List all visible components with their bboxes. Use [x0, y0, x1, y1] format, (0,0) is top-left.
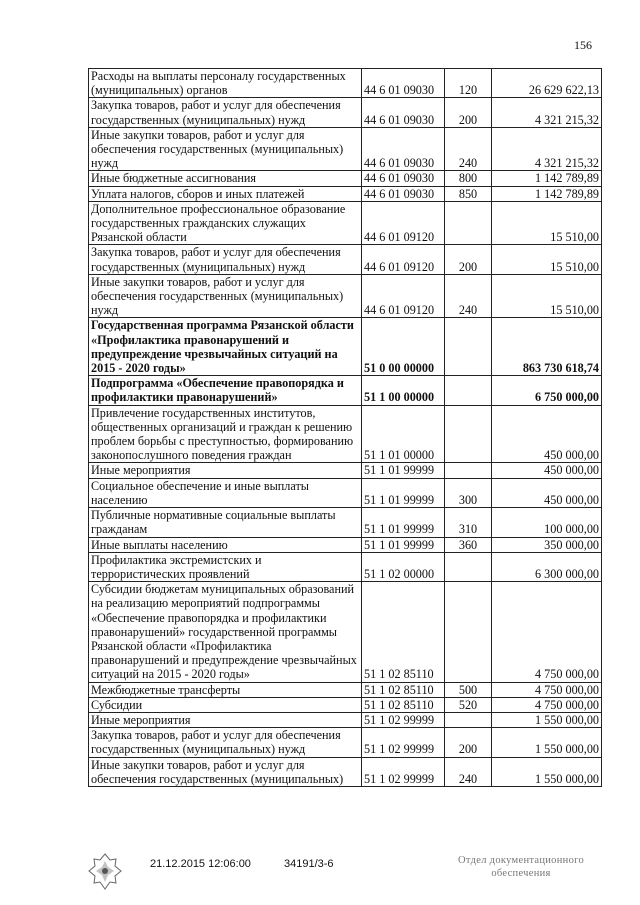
table-row	[89, 171, 602, 186]
table-row	[89, 318, 602, 376]
row-amount: 15 510,00	[492, 201, 602, 245]
row-amount: 450 000,00	[492, 463, 602, 478]
row-code: 51 1 01 99999	[362, 537, 445, 552]
row-type: 200	[445, 98, 492, 127]
row-code: 51 1 02 85110	[362, 682, 445, 697]
row-amount: 6 300 000,00	[492, 552, 602, 581]
row-name: Подпрограмма «Обеспечение правопорядка и профилактики правонарушений»	[89, 376, 362, 405]
row-amount: 450 000,00	[492, 405, 602, 463]
row-type: 200	[445, 245, 492, 274]
table-row	[89, 712, 602, 727]
table-row	[89, 274, 602, 318]
row-code: 51 1 02 99999	[362, 757, 445, 786]
budget-table	[88, 68, 602, 787]
row-type: 200	[445, 728, 492, 757]
table-row	[89, 69, 602, 98]
row-name: Субсидии	[89, 697, 362, 712]
row-type	[445, 201, 492, 245]
row-name: Социальное обеспечение и иные выплаты населению	[89, 478, 362, 507]
row-code: 51 1 02 85110	[362, 697, 445, 712]
row-amount: 350 000,00	[492, 537, 602, 552]
row-code: 44 6 01 09120	[362, 245, 445, 274]
row-type	[445, 376, 492, 405]
row-amount: 15 510,00	[492, 245, 602, 274]
row-type: 310	[445, 508, 492, 537]
table-row	[89, 508, 602, 537]
table-row	[89, 697, 602, 712]
table-row	[89, 552, 602, 581]
row-amount: 1 550 000,00	[492, 712, 602, 727]
row-name: Межбюджетные трансферты	[89, 682, 362, 697]
row-code: 44 6 01 09030	[362, 69, 445, 98]
row-amount: 6 750 000,00	[492, 376, 602, 405]
row-type	[445, 552, 492, 581]
row-code: 44 6 01 09030	[362, 127, 445, 171]
row-code: 51 1 01 99999	[362, 478, 445, 507]
table-row	[89, 98, 602, 127]
table-row	[89, 478, 602, 507]
row-name: Субсидии бюджетам муниципальных образований на реализацию мероприятий подпрограммы «Обеспечение правопорядка и профилактики правонарушений» государственной программы Рязанской области «Профилактика правонарушений и предупреждение чрезвычайных ситуаций на 2015 - 2020 годы»	[89, 582, 362, 682]
row-code: 51 1 02 99999	[362, 728, 445, 757]
table-row	[89, 463, 602, 478]
row-name: Иные закупки товаров, работ и услуг для обеспечения государственных (муниципальных)	[89, 757, 362, 786]
table-body	[89, 69, 602, 787]
coat-of-arms-icon	[86, 852, 124, 892]
row-amount: 26 629 622,13	[492, 69, 602, 98]
row-type: 120	[445, 69, 492, 98]
row-name: Закупка товаров, работ и услуг для обеспечения государственных (муниципальных) нужд	[89, 98, 362, 127]
row-amount: 4 321 215,32	[492, 98, 602, 127]
row-code: 51 1 02 99999	[362, 712, 445, 727]
row-name: Иные закупки товаров, работ и услуг для обеспечения государственных (муниципальных) нужд	[89, 274, 362, 318]
row-type	[445, 405, 492, 463]
row-code: 51 1 02 85110	[362, 582, 445, 682]
table-row	[89, 682, 602, 697]
row-name: Иные закупки товаров, работ и услуг для обеспечения государственных (муниципальных) нужд	[89, 127, 362, 171]
row-code: 51 0 00 00000	[362, 318, 445, 376]
table-row	[89, 582, 602, 682]
row-code: 51 1 01 99999	[362, 508, 445, 537]
table-row	[89, 376, 602, 405]
row-amount: 1 142 789,89	[492, 186, 602, 201]
row-amount: 15 510,00	[492, 274, 602, 318]
row-name: Закупка товаров, работ и услуг для обеспечения государственных (муниципальных) нужд	[89, 728, 362, 757]
row-name: Привлечение государственных институтов, общественных организаций и граждан к решению проблем борьбы с преступностью, формированию законопослушного поведения граждан	[89, 405, 362, 463]
table-row	[89, 757, 602, 786]
row-name: Профилактика экстремистских и террористических проявлений	[89, 552, 362, 581]
row-type: 850	[445, 186, 492, 201]
row-name: Иные бюджетные ассигнования	[89, 171, 362, 186]
row-type: 360	[445, 537, 492, 552]
row-type: 240	[445, 757, 492, 786]
stamp-line: обеспечения	[491, 868, 551, 879]
row-type	[445, 318, 492, 376]
row-name: Государственная программа Рязанской области «Профилактика правонарушений и предупреждение чрезвычайных ситуаций на 2015 - 2020 годы»	[89, 318, 362, 376]
table-row	[89, 127, 602, 171]
row-type: 240	[445, 274, 492, 318]
stamp-line: Отдел документационного	[457, 855, 585, 866]
row-code: 44 6 01 09030	[362, 171, 445, 186]
page-number: 156	[574, 38, 592, 52]
row-type	[445, 463, 492, 478]
row-amount: 4 750 000,00	[492, 682, 602, 697]
row-amount: 1 550 000,00	[492, 757, 602, 786]
row-name: Закупка товаров, работ и услуг для обеспечения государственных (муниципальных) нужд	[89, 245, 362, 274]
row-name: Расходы на выплаты персоналу государственных (муниципальных) органов	[89, 69, 362, 98]
row-code: 44 6 01 09120	[362, 274, 445, 318]
row-name: Иные мероприятия	[89, 712, 362, 727]
row-amount: 863 730 618,74	[492, 318, 602, 376]
row-type: 800	[445, 171, 492, 186]
table-row	[89, 186, 602, 201]
row-amount: 4 321 215,32	[492, 127, 602, 171]
row-amount: 1 142 789,89	[492, 171, 602, 186]
row-amount: 100 000,00	[492, 508, 602, 537]
row-type	[445, 582, 492, 682]
footer-date: 21.12.2015 12:06:00	[150, 858, 251, 870]
row-type: 300	[445, 478, 492, 507]
row-code: 51 1 01 99999	[362, 463, 445, 478]
row-code: 51 1 00 00000	[362, 376, 445, 405]
table-row	[89, 537, 602, 552]
table-row	[89, 728, 602, 757]
row-amount: 450 000,00	[492, 478, 602, 507]
row-code: 44 6 01 09030	[362, 98, 445, 127]
row-type: 500	[445, 682, 492, 697]
row-name: Иные выплаты населению	[89, 537, 362, 552]
department-stamp	[446, 854, 596, 880]
row-code: 44 6 01 09030	[362, 186, 445, 201]
row-amount: 4 750 000,00	[492, 697, 602, 712]
table-row	[89, 201, 602, 245]
footer-doc-number: 34191/3-6	[284, 858, 334, 870]
row-name: Иные мероприятия	[89, 463, 362, 478]
row-amount: 4 750 000,00	[492, 582, 602, 682]
row-type: 520	[445, 697, 492, 712]
row-name: Дополнительное профессиональное образование государственных гражданских служащих Рязанской области	[89, 201, 362, 245]
row-type: 240	[445, 127, 492, 171]
row-code: 51 1 02 00000	[362, 552, 445, 581]
table-row	[89, 405, 602, 463]
row-amount: 1 550 000,00	[492, 728, 602, 757]
table-row	[89, 245, 602, 274]
row-name: Уплата налогов, сборов и иных платежей	[89, 186, 362, 201]
row-code: 44 6 01 09120	[362, 201, 445, 245]
row-code: 51 1 01 00000	[362, 405, 445, 463]
row-name: Публичные нормативные социальные выплаты гражданам	[89, 508, 362, 537]
row-type	[445, 712, 492, 727]
